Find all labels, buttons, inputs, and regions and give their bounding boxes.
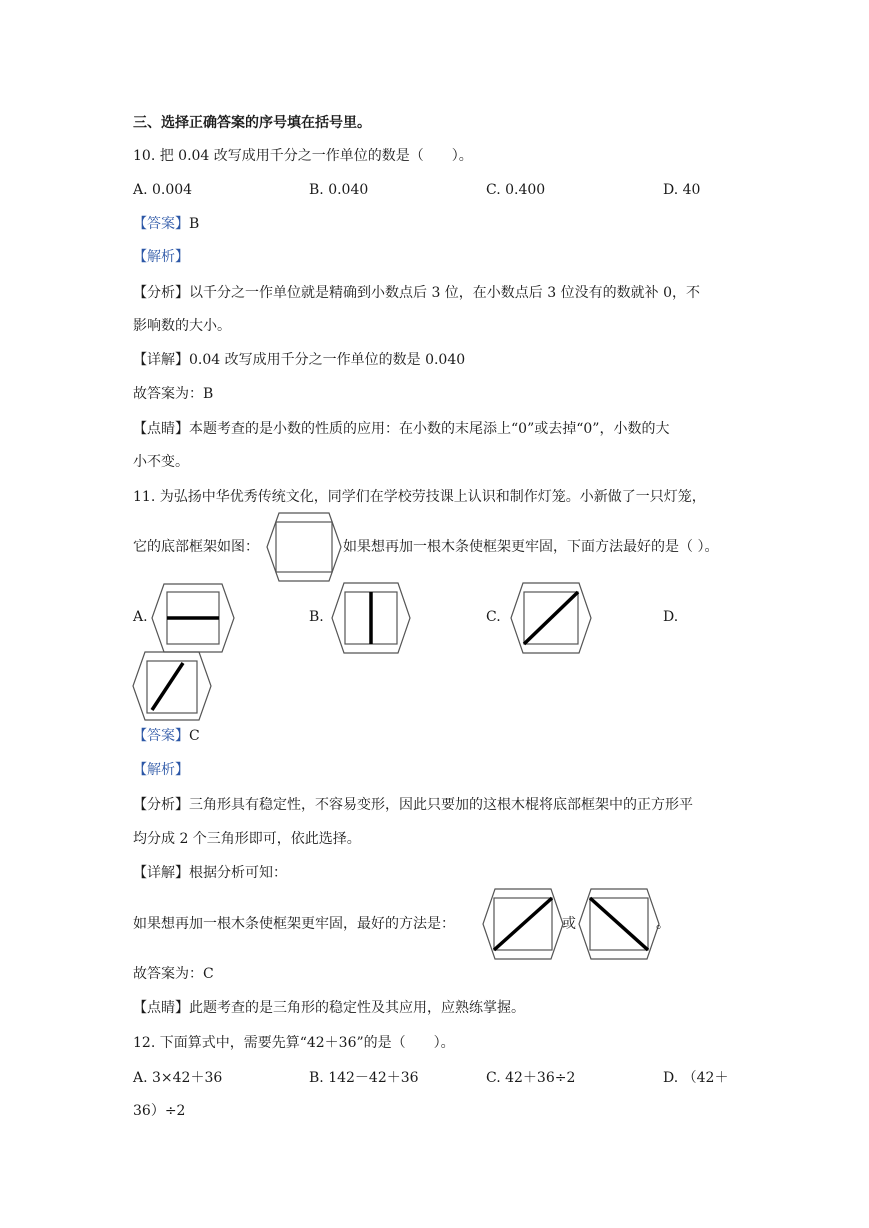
question-11-stem-line1: 11. 为弘扬中华优秀传统文化，同学们在学校劳技课上认识和制作灯笼。小新做了一只灯笼，	[133, 489, 706, 505]
q11-answer: C	[189, 728, 200, 744]
q11-analysis-tag: 【解析】	[133, 762, 189, 778]
best-figure-2	[578, 888, 660, 960]
q11-fenxi-line2: 均分成 2 个三角形即可，依此选择。	[133, 831, 361, 847]
q10-answer-line	[133, 214, 199, 234]
best-figure-1	[482, 888, 564, 960]
answer-tag: 【答案】	[133, 728, 189, 744]
q10-answer: B	[189, 216, 200, 232]
q11-option-c-label: C.	[486, 609, 501, 625]
section-title: 三、选择正确答案的序号填在括号里。	[133, 115, 371, 131]
q10-option-b: B. 0.040	[309, 182, 369, 198]
q10-option-a: A. 0.004	[133, 182, 193, 198]
answer-tag: 【答案】	[133, 216, 189, 232]
q11-dianjing: 【点睛】此题考查的是三角形的稳定性及其应用，应熟练掌握。	[133, 1000, 525, 1016]
option-a-figure	[151, 583, 235, 653]
q11-option-d-label: D.	[663, 609, 679, 625]
q11-end-mark: 。	[656, 916, 670, 932]
question-10-stem: 10. 把 0.04 改写成用千分之一作单位的数是（ ）。	[133, 148, 473, 164]
q11-or-text: 或	[562, 916, 576, 932]
q10-xiangjie: 【详解】0.04 改写成用千分之一作单位的数是 0.040	[133, 352, 466, 368]
q11-option-a-label: A.	[133, 609, 148, 625]
q11-best-method-text: 如果想再加一根木条使框架更牢固，最好的方法是：	[133, 916, 455, 932]
q11-fenxi-line1: 【分析】三角形具有稳定性，不容易变形，因此只要加的这根木棍将底部框架中的正方形平	[133, 797, 693, 813]
q12-option-a: A. 3×42＋36	[133, 1070, 223, 1086]
q10-option-d: D. 40	[663, 182, 701, 198]
q10-conclusion: 故答案为：B	[133, 386, 214, 402]
question-11-stem-line2b: 如果想再加一根木条使框架更牢固，下面方法最好的是（ ）。	[343, 539, 719, 555]
q12-option-b: B. 142－42＋36	[309, 1070, 419, 1086]
q11-answer-line	[133, 726, 200, 746]
q12-option-d: D. （42＋	[663, 1070, 729, 1086]
q11-conclusion: 故答案为：C	[133, 966, 214, 982]
frame-figure-plain	[266, 512, 342, 582]
q10-analysis-tag: 【解析】	[133, 249, 189, 265]
option-b-figure	[331, 582, 411, 654]
q12-option-c: C. 42＋36÷2	[486, 1070, 576, 1086]
question-12-stem: 12. 下面算式中，需要先算“42＋36”的是（ ）。	[133, 1035, 455, 1051]
option-c-figure	[510, 582, 592, 654]
question-11-stem-line2a: 它的底部框架如图：	[133, 539, 259, 555]
q10-fenxi-line1: 【分析】以千分之一作单位就是精确到小数点后 3 位，在小数点后 3 位没有的数就补 0，不	[133, 285, 700, 301]
q10-dianjing-line1: 【点睛】本题考查的是小数的性质的应用：在小数的末尾添上“0”或去掉“0”，小数的大	[133, 421, 670, 437]
option-d-figure	[132, 651, 212, 721]
q11-option-b-label: B.	[309, 609, 324, 625]
q10-dianjing-line2: 小不变。	[133, 454, 189, 470]
q11-xiangjie: 【详解】根据分析可知：	[133, 865, 287, 881]
q12-option-d-continued: 36）÷2	[133, 1103, 186, 1119]
q10-option-c: C. 0.400	[486, 182, 546, 198]
q10-fenxi-line2: 影响数的大小。	[133, 318, 231, 334]
